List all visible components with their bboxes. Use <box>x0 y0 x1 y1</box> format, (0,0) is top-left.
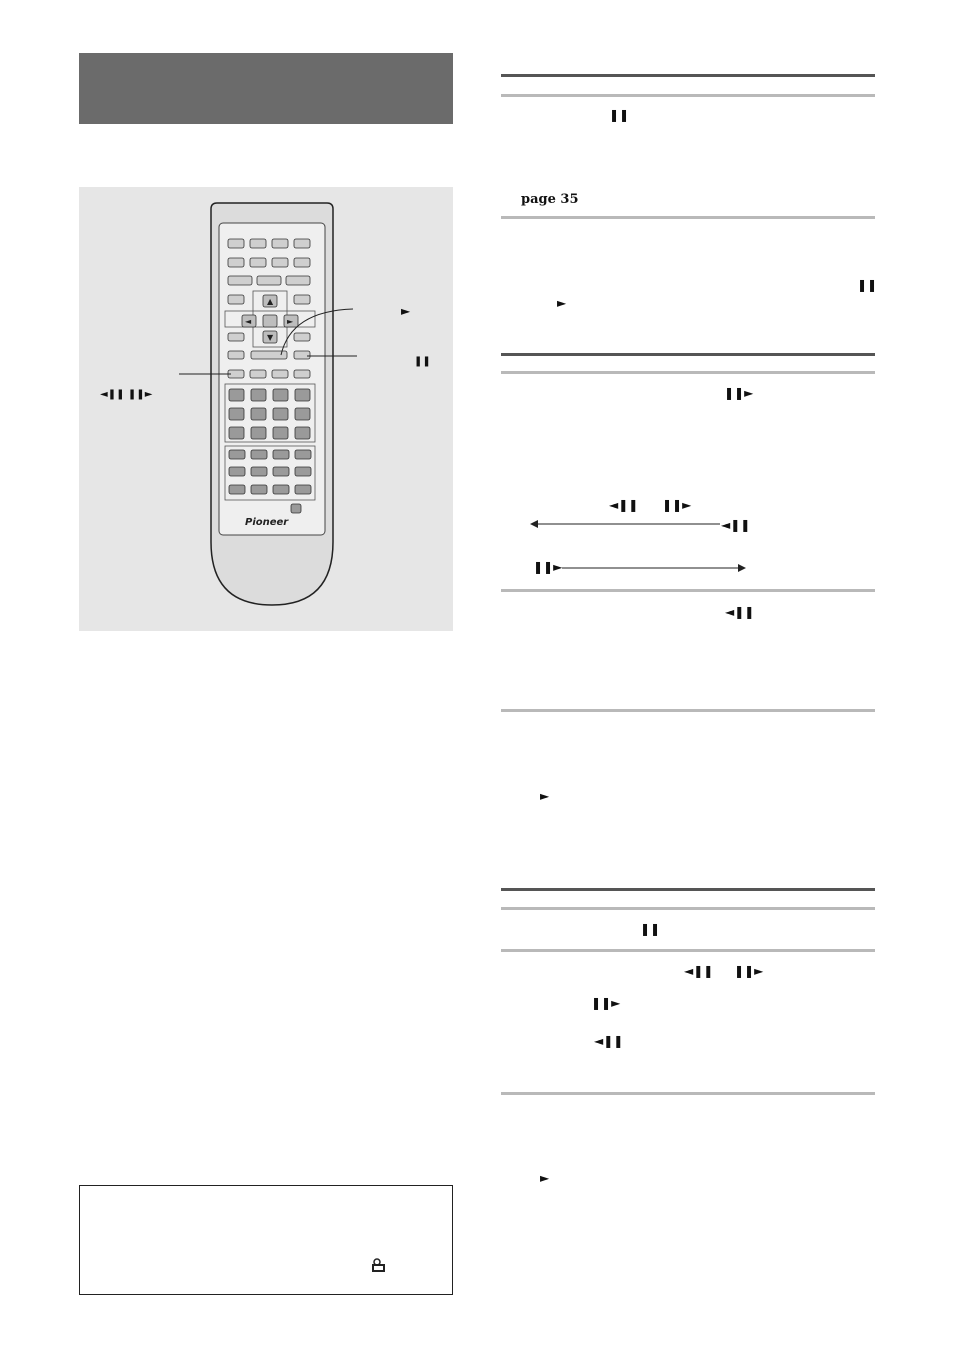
step-rule <box>501 371 875 374</box>
step-forward-symbol: ❚❚► <box>662 498 692 512</box>
callout-play-label: ► <box>401 304 411 318</box>
pause-symbol: ❚❚ <box>857 278 878 292</box>
step-rule <box>501 709 875 712</box>
section-rule <box>501 74 875 77</box>
step-forward-symbol: ❚❚► <box>734 964 764 978</box>
step-reverse-symbol: ◄❚❚ <box>594 1034 624 1048</box>
play-symbol: ► <box>557 296 567 310</box>
svg-text:▲: ▲ <box>267 297 274 306</box>
play-symbol: ► <box>540 1171 550 1185</box>
pause-symbol: ❚❚ <box>609 108 630 122</box>
section-rule <box>501 888 875 891</box>
section-rule <box>501 353 875 356</box>
step-rule <box>501 94 875 97</box>
remote-illustration-panel <box>79 187 453 631</box>
step-rule <box>501 907 875 910</box>
pause-symbol: ❚❚ <box>640 922 661 936</box>
step-rule <box>501 949 875 952</box>
play-symbol: ► <box>540 789 550 803</box>
svg-text:►: ► <box>287 317 294 326</box>
step-forward-symbol: ❚❚► <box>724 386 754 400</box>
svg-text:▼: ▼ <box>267 333 274 342</box>
step-reverse-symbol: ◄❚❚ <box>725 605 755 619</box>
remote-brand-logo: Pioneer <box>245 517 289 528</box>
reverse-direction-arrow <box>530 516 725 532</box>
step-reverse-symbol: ◄❚❚ <box>721 518 751 532</box>
section-header-band <box>79 53 453 124</box>
step-rule <box>501 589 875 592</box>
step-rule <box>501 216 875 219</box>
note-box <box>79 1185 453 1295</box>
camera-angle-icon <box>370 1258 388 1274</box>
svg-text:◄: ◄ <box>245 317 252 326</box>
remote-control-illustration <box>79 187 453 631</box>
step-forward-symbol: ❚❚► <box>591 996 621 1010</box>
step-reverse-symbol: ◄❚❚ <box>609 498 639 512</box>
forward-direction-arrow <box>562 560 747 576</box>
callout-pause-label: ❚❚ <box>414 356 431 367</box>
step-reverse-symbol: ◄❚❚ <box>684 964 714 978</box>
page-reference-link[interactable]: page 35 <box>521 192 579 207</box>
callout-step-label: ◄❚❚ ❚❚► <box>100 389 153 400</box>
step-rule <box>501 1092 875 1095</box>
step-forward-symbol: ❚❚► <box>533 560 563 574</box>
